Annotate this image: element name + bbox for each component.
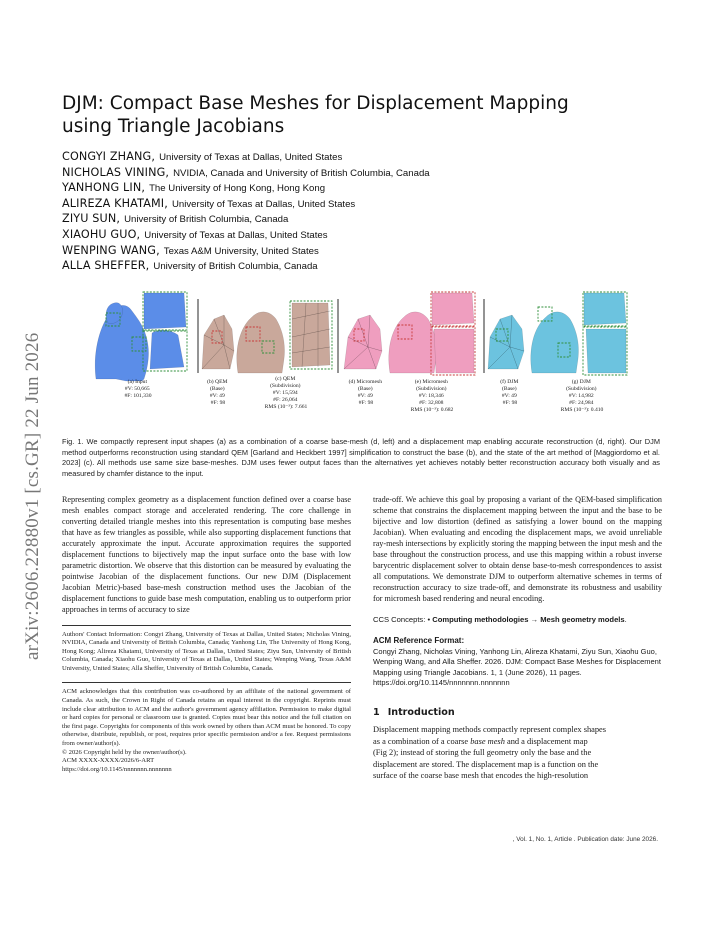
input-mesh-render: [95, 292, 187, 381]
caption-line: #V: 50,665: [124, 386, 150, 392]
intro-fragment: and a displacement map: [506, 736, 588, 746]
arxiv-identifier-stamp: arXiv:2606.22880v1 [cs.GR] 22 Jun 2026: [22, 332, 43, 660]
djm-base-render: [488, 315, 524, 369]
copyright-notice: ACM acknowledges that this contribution was co-authored by an affiliate of the national government of Canada. As such, the Crown in Right of Canada retains an equal interest in the copyright. Reprints must include clear attribution to ACM and the author's government agency affiliation. Permission to make digital or hard copies for personal or classroom use is granted. Copies must bear this notice and the full citation on the first page. Copyrights for components of this work owned by others than ACM must be honored. To copy otherwise, distribute, republish, or post, requires prior specific permission and/or a fee. Request permissions from owner/author(s).: [62, 688, 351, 748]
acm-reference-format: Congyi Zhang, Nicholas Vining, Yanhong Lin, Alireza Khatami, Ziyu Sun, Xiaohu Guo, Wenping Wang, and Alla Sheffer. 2026. DJM: Compact Base Meshes for Displacement Mapping using Triangle Jacobians. 1, 1 (June 2026), 11 pages. https://doi.org/10.1145/nnnnnnn.nnnnnnn: [373, 646, 661, 688]
qem-subdivision-shape: [237, 312, 285, 373]
caption-line: RMS (10⁻³): 0.410: [560, 407, 604, 413]
caption-micromesh-base: [349, 378, 384, 406]
caption-line: (e) Micromesh: [414, 379, 448, 385]
abstract-part-1: Representing complex geometry as a displacement function defined over a coarse base mesh enables compact storage and accelerated rendering. The core challenge in converting detailed triangle meshes into this representation is computing base meshes that have as few triangles as possible, while also supporting displacement functions that accurately approximate the input. Accurate approximation requires the supported displacement functions to bijectively map the input surface onto the base with low parametric distortion. We observe that this distortion can be measured by evaluating the pointwise Jacobian of the displacement functions. Our new DJM (Displacement Jacobian Metric)-based base-mesh construction method uses the Jacobian of the displacement functions to guide base mesh computation, enabling us to outperform prior approaches in terms of accuracy to size: [62, 495, 351, 615]
author-affiliation: University of British Columbia, Canada: [124, 214, 289, 226]
acm-reference-heading: ACM Reference Format:: [373, 635, 465, 645]
caption-qem-subdivision: [265, 375, 308, 410]
section-number: 1: [373, 706, 380, 718]
caption-micromesh-subdivision: [411, 378, 454, 413]
author-affiliation: NVIDIA, Canada and University of British Columbia, Canada: [173, 167, 430, 179]
paper-title: [62, 92, 622, 138]
ccs-value: Computing methodologies → Mesh geometry models: [432, 615, 625, 625]
author-entry: [62, 242, 662, 258]
author-name: CONGYI ZHANG,: [62, 150, 156, 163]
caption-line: RMS (10⁻³): 7.661: [264, 404, 308, 410]
intro-emphasis: base mesh: [470, 736, 505, 746]
author-name: NICHOLAS VINING,: [62, 165, 170, 179]
input-zoom-bottom: [150, 330, 184, 369]
djm-zoom-bottom: [586, 329, 626, 373]
qem-subdivision-render: [237, 301, 332, 373]
caption-line: RMS (10⁻³): 0.682: [410, 407, 454, 413]
caption-line: (Base): [209, 386, 225, 392]
caption-qem-base: [207, 378, 229, 406]
djm-subdivision-render: [531, 292, 627, 375]
micromesh-base-render: [344, 315, 382, 369]
author-affiliation: University of Texas at Dallas, United States: [144, 229, 328, 241]
caption-line: (Subdivision): [566, 386, 597, 392]
author-name: WENPING WANG,: [62, 243, 160, 257]
author-affiliation: Texas A&M University, United States: [163, 245, 319, 257]
caption-line: #V: 18,346: [418, 393, 444, 399]
micromesh-zoom-top: [432, 293, 474, 325]
doi-link[interactable]: https://doi.org/10.1145/nnnnnnn.nnnnnnn: [62, 765, 172, 773]
qem-zoom-detail: [292, 303, 330, 367]
author-contact-info: Authors' Contact Information: Congyi Zhang, University of Texas at Dallas, United States; Nicholas Vining, NVIDIA, Canada and University of British Columbia, Canada; Yanhong Lin, The University of Hong Kong, Hong Kong; Alireza Khatami, University of Texas at Dallas, United States; Ziyu Sun, University of British Columbia, Canada; Xiaohu Guo, University of Texas at Dallas, United States; Wenping Wang, Texas A&M University, United States; Alla Sheffer, University of British Columbia, Canada.: [62, 630, 351, 672]
ccs-concepts: CCS Concepts: • Computing methodologies → Mesh geometry models.: [373, 615, 627, 625]
abstract-part-2: trade-off. We achieve this goal by proposing a variant of the QEM-based simplification scheme that constrains the displacement mapping between the input and the base to be bijective and low distortion (defined as satisfying a lower bound on the mapping Jacobian). When evaluating and encoding the displacement maps, we avoid unreliable ray-mesh intersections by explicitly storing the mapping between the input mesh and the base throughout the construction process, and use this mapping within a robust inverse barycentric displacement solver to obtain dense base-to-mesh correspondences to assist all computations. We demonstrate DJM to outperform alternative schemes in terms of reconstruction accuracy to size trade-off, and demonstrate its robustness and usability for micromesh based rendering and neural encoding.: [373, 495, 662, 604]
caption-line: #V: 49: [501, 393, 517, 399]
author-name: XIAOHU GUO,: [62, 227, 141, 241]
intro-line: surface of the coarse base mesh that encodes the high-resolution: [373, 771, 589, 781]
caption-line: (g) DJM: [571, 379, 591, 385]
author-affiliation: University of Texas at Dallas, United States: [171, 198, 356, 210]
author-affiliation: The University of Hong Kong, Hong Kong: [149, 183, 326, 195]
section-heading-introduction: [373, 707, 662, 718]
author-entry: [62, 179, 662, 195]
right-column: [373, 494, 662, 782]
caption-line: (Subdivision): [416, 386, 447, 392]
author-affiliation: University of British Columbia, Canada: [153, 261, 318, 273]
teaser-figure: [86, 289, 646, 425]
caption-line: #V: 15,594: [272, 390, 298, 396]
djm-base-shape: [488, 315, 524, 369]
author-entry: [62, 148, 662, 164]
caption-line: #V: 14,982: [568, 393, 594, 399]
author-entry: [62, 257, 662, 273]
copyright-line: ACM XXXX-XXXX/2026/6-ART: [62, 757, 155, 765]
author-name: ALLA SHEFFER,: [62, 259, 150, 273]
caption-line: (Base): [357, 386, 373, 392]
caption-line: (c) QEM: [275, 376, 296, 382]
author-entry: [62, 226, 662, 242]
micromesh-zoom-bottom: [434, 329, 474, 373]
title-line: DJM: Compact Base Meshes for Displacement Mapping: [62, 93, 569, 114]
caption-line: (f) DJM: [500, 379, 519, 385]
caption-line: #F: 101,330: [124, 393, 152, 399]
author-list: [62, 148, 662, 273]
micromesh-subdivision-render: [389, 292, 475, 375]
caption-input: [124, 378, 151, 399]
intro-line: displacement are stored. The displacement map is a function on the: [373, 759, 599, 769]
figure-caption: Fig. 1. We compactly represent input shapes (a) as a combination of a coarse base-mesh (d, left) and a displacement map enabling accurate reconstruction (d, right). Our DJM method outperforms reconstruction using standard QEM [Garland and Heckbert 1997] simplification to construct the base (b), and the state of the art method of [Maggiordomo et al. 2023] (c). All methods use same size base-meshes. DJM uses fewer output faces than the alternatives yet achieves notably better reconstruction accuracy both visually and as measured by chamfer distance to the input.: [62, 437, 660, 478]
caption-line: (d) Micromesh: [348, 379, 382, 385]
author-entry: [62, 195, 662, 211]
caption-djm-base: [500, 378, 520, 406]
caption-line: #F: 26,064: [273, 397, 298, 403]
intro-line-composite: [373, 736, 662, 748]
page-footer: , Vol. 1, No. 1, Article . Publication date: June 2026.: [512, 836, 658, 843]
micromesh-subdivision-shape: [389, 312, 437, 373]
author-name: YANHONG LIN,: [62, 181, 146, 195]
teaser-figure-svg: [86, 289, 646, 425]
caption-line: #V: 49: [357, 393, 373, 399]
author-name: ZIYU SUN,: [62, 212, 121, 226]
intro-fragment: as a combination of a coarse: [373, 736, 469, 746]
caption-line: (Base): [501, 386, 517, 392]
caption-djm-subdivision: [561, 378, 604, 413]
copyright-line: © 2026 Copyright held by the owner/author(s).: [62, 748, 187, 756]
intro-line: Displacement mapping methods compactly represent complex shapes: [373, 724, 607, 734]
micromesh-base-shape: [344, 315, 382, 369]
author-name: ALIREZA KHATAMI,: [62, 196, 168, 210]
caption-line: #F: 98: [502, 400, 518, 406]
section-title: Introduction: [387, 706, 455, 718]
introduction-text: [373, 724, 662, 782]
caption-line: #F: 98: [210, 400, 226, 406]
input-zoom-top: [144, 293, 186, 329]
footnote-rule: [62, 625, 351, 626]
title-line: using Triangle Jacobians: [62, 116, 285, 137]
djm-zoom-top: [584, 293, 626, 325]
caption-line: #F: 98: [358, 400, 374, 406]
qem-base-render: [202, 315, 234, 369]
footnote-rule: [62, 682, 351, 683]
caption-line: (Subdivision): [270, 383, 301, 389]
input-mesh-shape: [95, 305, 148, 381]
caption-line: #V: 49: [209, 393, 225, 399]
intro-line: (Fig 2); instead of storing the full geometry only the base and the: [373, 748, 592, 758]
author-entry: [62, 164, 662, 180]
ccs-label: CCS Concepts: •: [373, 615, 431, 625]
author-entry: [62, 210, 662, 226]
left-column: [62, 494, 351, 774]
author-affiliation: University of Texas at Dallas, United States: [159, 152, 343, 163]
caption-line: (a) Input: [127, 379, 148, 385]
caption-line: #F: 24,984: [569, 400, 594, 406]
caption-line: #F: 32,808: [419, 400, 444, 406]
caption-line: (b) QEM: [207, 379, 228, 385]
